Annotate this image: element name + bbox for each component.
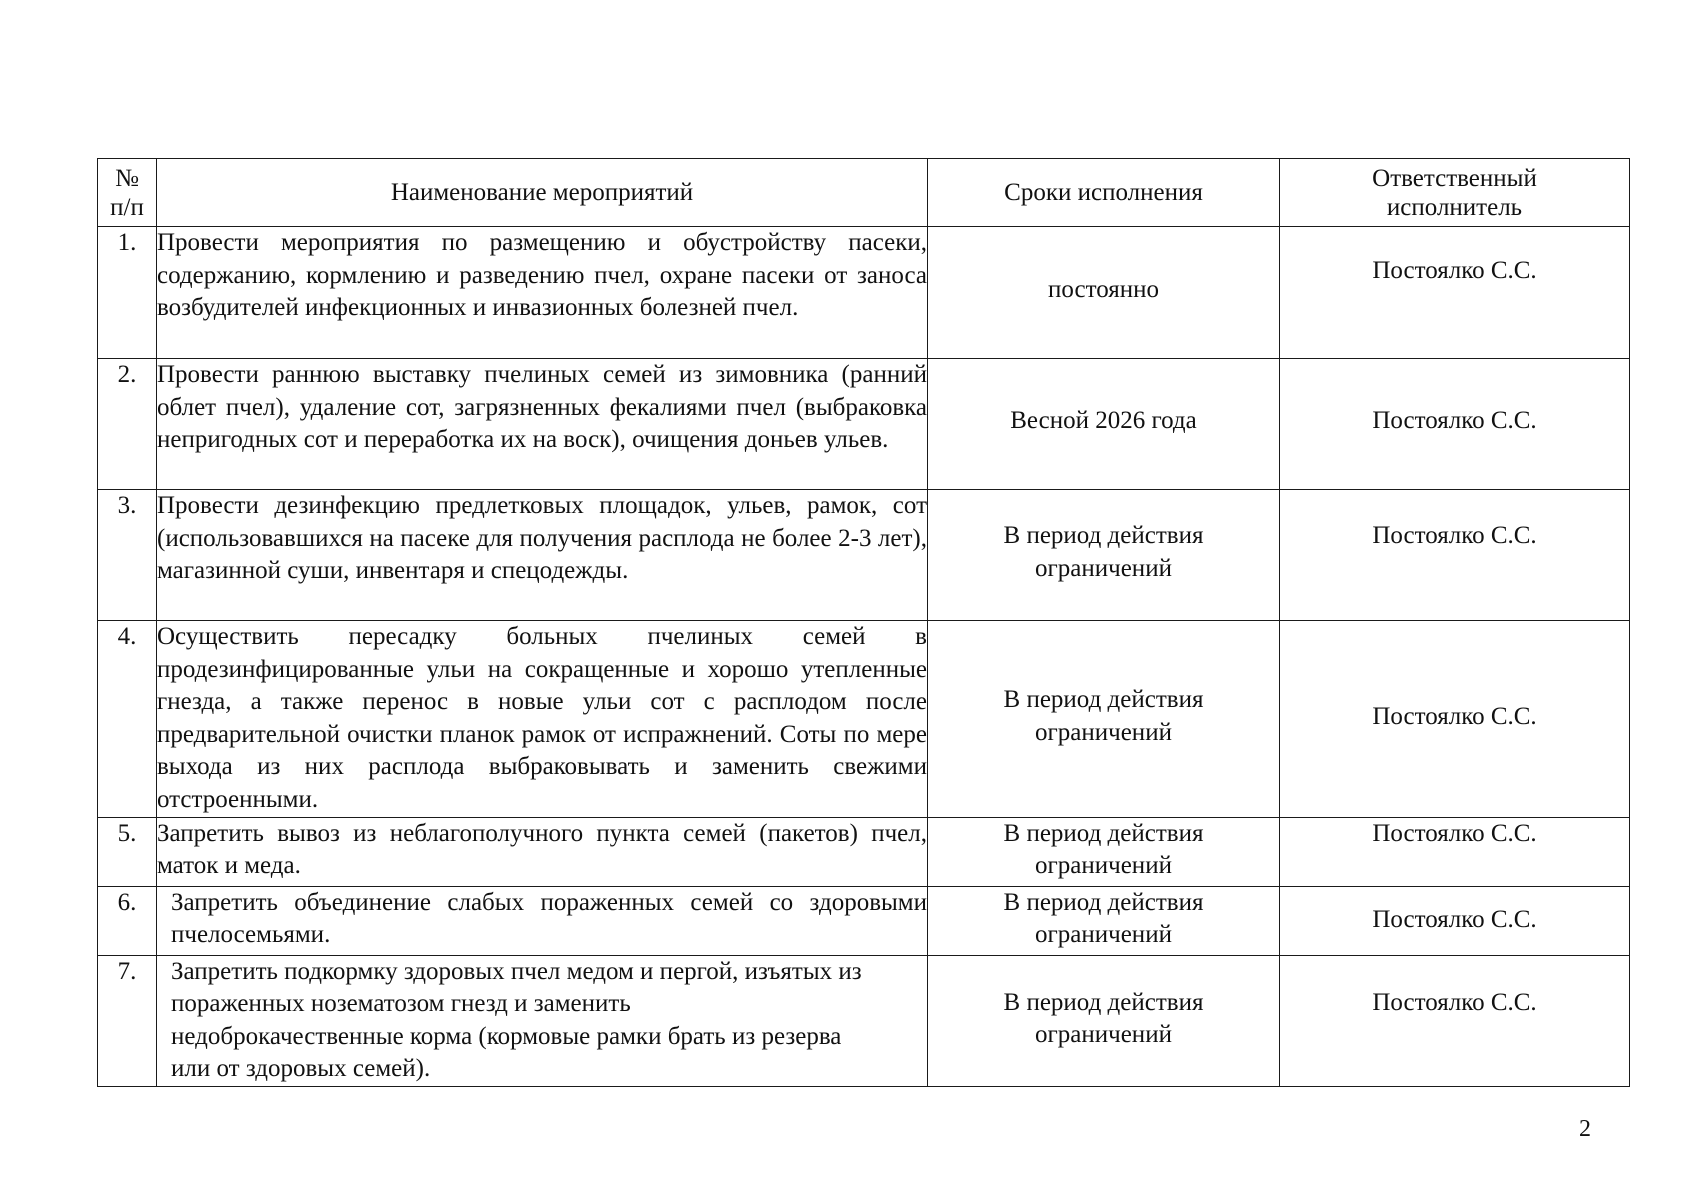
measure-term-text: постоянно [1048, 276, 1159, 303]
measure-responsible-text: Постоялко С.С. [1372, 522, 1537, 549]
measure-name [157, 955, 928, 1086]
table-row [98, 359, 1630, 490]
header-num-line2: п/п [110, 193, 144, 221]
measure-term [928, 955, 1280, 1086]
measure-term-text: В период действия ограничений [1003, 888, 1204, 949]
measure-term [928, 817, 1280, 886]
measures-table [97, 158, 1630, 1087]
row-number: 3. [98, 490, 157, 621]
measure-responsible [1280, 621, 1630, 818]
table-row [98, 955, 1630, 1086]
header-resp-line2: исполнитель [1386, 193, 1523, 221]
measure-term [928, 621, 1280, 818]
row-number: 7. [98, 955, 157, 1086]
header-name: Наименование мероприятий [157, 159, 928, 227]
measure-responsible-text: Постоялко С.С. [1372, 407, 1537, 434]
measure-term [928, 359, 1280, 490]
measure-responsible [1280, 359, 1630, 490]
measure-term-text: Весной 2026 года [1010, 407, 1197, 434]
measure-responsible [1280, 490, 1630, 621]
header-resp-line1: Ответственный [1372, 164, 1537, 192]
header-num [98, 159, 157, 227]
measure-term [928, 886, 1280, 955]
measure-name-text: Запретить подкормку здоровых пчел медом и пергой, изъятых из пораженных нозематозом гнезд и заменить недоброкачественные корма (кормовые рамки брать из резерва или от здоровых семей). [171, 957, 862, 1083]
measure-responsible [1280, 886, 1630, 955]
measure-responsible-text: Постоялко С.С. [1372, 905, 1537, 933]
measure-name: Провести мероприятия по размещению и обустройству пасеки, содержанию, кормлению и разведению пчел, охране пасеки от заноса возбудителей инфекционных и инвазионных болезней пчел. [157, 227, 928, 359]
measure-responsible-text: Постоялко С.С. [1372, 703, 1537, 730]
measure-responsible-text: Постоялко С.С. [1372, 257, 1537, 284]
measure-name: Осуществить пересадку больных пчелиных семей в продезинфицированные ульи на сокращенные и хорошо утепленные гнезда, а также перенос в новые ульи сот с расплодом после предварительной очистки планок рамок от испражнений. Соты по мере выхода из них расплода выбраковывать и заменить свежими отстроенными. [157, 621, 928, 818]
measure-term [928, 490, 1280, 621]
table-row [98, 621, 1630, 818]
header-row [98, 159, 1630, 227]
measure-responsible [1280, 955, 1630, 1086]
measure-name: Провести дезинфекцию предлетковых площадок, ульев, рамок, сот (использовавшихся на пасеке для получения расплода не более 2-3 лет), магазинной суши, инвентаря и спецодежды. [157, 490, 928, 621]
measure-responsible [1280, 227, 1630, 359]
page-number: 2 [1579, 1116, 1591, 1142]
measure-term-text: В период действия ограничений [1003, 819, 1204, 880]
row-number: 2. [98, 359, 157, 490]
row-number: 1. [98, 227, 157, 359]
header-num-line1: № [115, 164, 139, 192]
row-number: 6. [98, 886, 157, 955]
measure-term [928, 227, 1280, 359]
measure-responsible-text: Постоялко С.С. [1372, 988, 1537, 1016]
header-resp [1280, 159, 1630, 227]
measure-name: Провести раннюю выставку пчелиных семей из зимовника (ранний облет пчел), удаление сот, загрязненных фекалиями пчел (выбраковка непригодных сот и переработка их на воск), очищения доньев ульев. [157, 359, 928, 490]
measure-responsible [1280, 817, 1630, 886]
measure-name: Запретить объединение слабых пораженных семей со здоровыми пчелосемьями. [157, 886, 928, 955]
table-row [98, 227, 1630, 359]
header-term: Сроки исполнения [928, 159, 1280, 227]
table-row [98, 817, 1630, 886]
row-number: 5. [98, 817, 157, 886]
measure-term-text: В период действия ограничений [1003, 988, 1204, 1049]
measure-responsible-text: Постоялко С.С. [1372, 819, 1537, 847]
row-number: 4. [98, 621, 157, 818]
table-row [98, 490, 1630, 621]
table-row [98, 886, 1630, 955]
measure-term-text: В период действия ограничений [1003, 686, 1204, 746]
measure-term-text: В период действия ограничений [1003, 522, 1204, 582]
measure-name: Запретить вывоз из неблагополучного пункта семей (пакетов) пчел, маток и меда. [157, 817, 928, 886]
